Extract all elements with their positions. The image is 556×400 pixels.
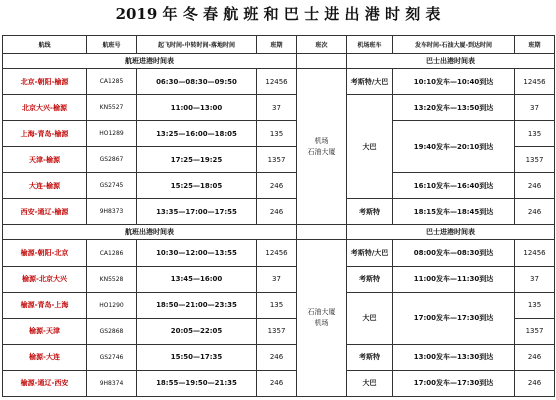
route-cell: 榆源-通辽-西安 bbox=[3, 370, 87, 396]
header-vehicle: 机场班车 bbox=[347, 36, 393, 54]
route-cell: 天津-榆源 bbox=[3, 147, 87, 173]
bus-schedule-cell: 135 bbox=[515, 292, 555, 318]
route-cell: 榆源-天津 bbox=[3, 318, 87, 344]
bus-time-cell: 08:00发车—08:30到达 bbox=[393, 240, 515, 266]
flight-no-cell: HO1290 bbox=[87, 292, 137, 318]
vehicle-cell: 考斯特/大巴 bbox=[347, 240, 393, 266]
table-row bbox=[3, 292, 555, 318]
route-cell: 西安-通辽-榆源 bbox=[3, 199, 87, 225]
flight-time-cell: 10:30—12:00—13:55 bbox=[137, 240, 257, 266]
schedule-cell: 12456 bbox=[257, 240, 297, 266]
bus-schedule-cell: 1357 bbox=[515, 318, 555, 344]
bus-schedule-cell: 12456 bbox=[515, 69, 555, 95]
table-row bbox=[3, 69, 555, 95]
flight-no-cell: KN5527 bbox=[87, 95, 137, 121]
flight-time-cell: 13:45—16:00 bbox=[137, 266, 257, 292]
vehicle-cell: 大巴 bbox=[347, 95, 393, 199]
header-bus-time: 发车时间-石油大厦-到达时间 bbox=[393, 36, 515, 54]
page-title: 2019 年 冬 春 航 班 和 巴 士 进 出 港 时 刻 表 bbox=[115, 5, 441, 23]
vehicle-cell: 考斯特 bbox=[347, 344, 393, 370]
flight-no-cell: 9H8374 bbox=[87, 370, 137, 396]
flight-time-cell: 11:00—13:00 bbox=[137, 95, 257, 121]
arrival-flights-title: 航班进港时间表 bbox=[3, 54, 297, 69]
table-row bbox=[3, 344, 555, 370]
table-row bbox=[3, 121, 555, 147]
schedule-cell: 37 bbox=[257, 266, 297, 292]
flight-time-cell: 20:05—22:05 bbox=[137, 318, 257, 344]
flight-time-cell: 18:55—19:50—21:35 bbox=[137, 370, 257, 396]
bus-time-cell: 13:00发车—13:30到达 bbox=[393, 344, 515, 370]
flight-time-cell: 15:50—17:35 bbox=[137, 344, 257, 370]
bus-schedule-cell: 37 bbox=[515, 266, 555, 292]
arrival-section-header bbox=[3, 54, 555, 69]
departure-section-header bbox=[3, 225, 555, 240]
schedule-cell: 135 bbox=[257, 292, 297, 318]
bus-time-cell: 10:10发车—10:40到达 bbox=[393, 69, 515, 95]
arrival-bus-title: 巴士出港时间表 bbox=[347, 54, 555, 69]
bus-time-cell: 17:00发车—17:30到达 bbox=[393, 292, 515, 344]
schedule-cell: 12456 bbox=[257, 69, 297, 95]
bus-time-cell: 13:20发车—13:50到达 bbox=[393, 95, 515, 121]
flight-no-cell: CA1285 bbox=[87, 69, 137, 95]
bus-schedule-cell: 1357 bbox=[515, 147, 555, 173]
flight-time-cell: 15:25—18:05 bbox=[137, 173, 257, 199]
flight-no-cell: GS2867 bbox=[87, 147, 137, 173]
bus-schedule-cell: 246 bbox=[515, 344, 555, 370]
schedule-cell: 246 bbox=[257, 199, 297, 225]
vehicle-cell: 考斯特 bbox=[347, 199, 393, 225]
route-cell: 北京-朝阳-榆源 bbox=[3, 69, 87, 95]
flight-time-cell: 06:30—08:30—09:50 bbox=[137, 69, 257, 95]
header-bus-schedule: 班期 bbox=[515, 36, 555, 54]
bus-schedule-cell: 37 bbox=[515, 95, 555, 121]
route-cell: 榆源-青岛-上海 bbox=[3, 292, 87, 318]
bus-schedule-cell: 246 bbox=[515, 370, 555, 396]
flight-time-cell: 17:25—19:25 bbox=[137, 147, 257, 173]
vehicle-cell: 考斯特/大巴 bbox=[347, 69, 393, 95]
schedule-cell: 246 bbox=[257, 344, 297, 370]
flight-no-cell: GS2868 bbox=[87, 318, 137, 344]
flight-no-cell: HO1289 bbox=[87, 121, 137, 147]
bus-time-cell: 16:10发车—16:40到达 bbox=[393, 173, 515, 199]
departure-bus-title: 巴士进港时间表 bbox=[347, 225, 555, 240]
flight-no-cell: GS2746 bbox=[87, 344, 137, 370]
schedule-cell: 246 bbox=[257, 370, 297, 396]
header-flight-no: 航班号 bbox=[87, 36, 137, 54]
arrival-location-cell: 机场 石油大厦 bbox=[297, 69, 347, 225]
flight-no-cell: KN5528 bbox=[87, 266, 137, 292]
route-cell: 上海-青岛-榆源 bbox=[3, 121, 87, 147]
header-route: 航线 bbox=[3, 36, 87, 54]
route-cell: 大连-榆源 bbox=[3, 173, 87, 199]
route-cell: 北京大兴-榆源 bbox=[3, 95, 87, 121]
table-row bbox=[3, 173, 555, 199]
schedule-cell: 135 bbox=[257, 121, 297, 147]
vehicle-cell: 大巴 bbox=[347, 370, 393, 396]
table-row bbox=[3, 266, 555, 292]
table-row bbox=[3, 370, 555, 396]
departure-shift-blank bbox=[297, 225, 347, 240]
table-row bbox=[3, 95, 555, 121]
flight-time-cell: 13:25—16:00—18:05 bbox=[137, 121, 257, 147]
schedule-cell: 1357 bbox=[257, 147, 297, 173]
bus-time-cell: 17:00发车—17:30到达 bbox=[393, 370, 515, 396]
flight-no-cell: GS2745 bbox=[87, 173, 137, 199]
bus-time-cell: 11:00发车—11:30到达 bbox=[393, 266, 515, 292]
route-cell: 榆源-北京大兴 bbox=[3, 266, 87, 292]
bus-schedule-cell: 12456 bbox=[515, 240, 555, 266]
header-flight-time: 起飞时间-中转时间-落地时间 bbox=[137, 36, 257, 54]
flight-no-cell: CA1286 bbox=[87, 240, 137, 266]
flight-time-cell: 13:35—17:00—17:55 bbox=[137, 199, 257, 225]
table-row bbox=[3, 240, 555, 266]
departure-location-cell: 石油大厦 机场 bbox=[297, 240, 347, 397]
flight-time-cell: 18:50—21:00—23:35 bbox=[137, 292, 257, 318]
route-cell: 榆源-朝阳-北京 bbox=[3, 240, 87, 266]
vehicle-cell: 考斯特 bbox=[347, 266, 393, 292]
schedule-cell: 37 bbox=[257, 95, 297, 121]
bus-time-cell: 19:40发车—20:10到达 bbox=[393, 121, 515, 173]
bus-schedule-cell: 246 bbox=[515, 199, 555, 225]
bus-schedule-cell: 135 bbox=[515, 121, 555, 147]
schedule-cell: 246 bbox=[257, 173, 297, 199]
header-schedule: 班期 bbox=[257, 36, 297, 54]
arrival-shift-blank bbox=[297, 54, 347, 69]
bus-time-cell: 18:15发车—18:45到达 bbox=[393, 199, 515, 225]
vehicle-cell: 大巴 bbox=[347, 292, 393, 344]
flight-no-cell: 9H8373 bbox=[87, 199, 137, 225]
departure-flights-title: 航班出港时间表 bbox=[3, 225, 297, 240]
table-row bbox=[3, 199, 555, 225]
schedule-cell: 1357 bbox=[257, 318, 297, 344]
schedule-table bbox=[2, 35, 555, 397]
route-cell: 榆源-大连 bbox=[3, 344, 87, 370]
bus-schedule-cell: 246 bbox=[515, 173, 555, 199]
header-shift: 班次 bbox=[297, 36, 347, 54]
header-row bbox=[3, 36, 555, 54]
